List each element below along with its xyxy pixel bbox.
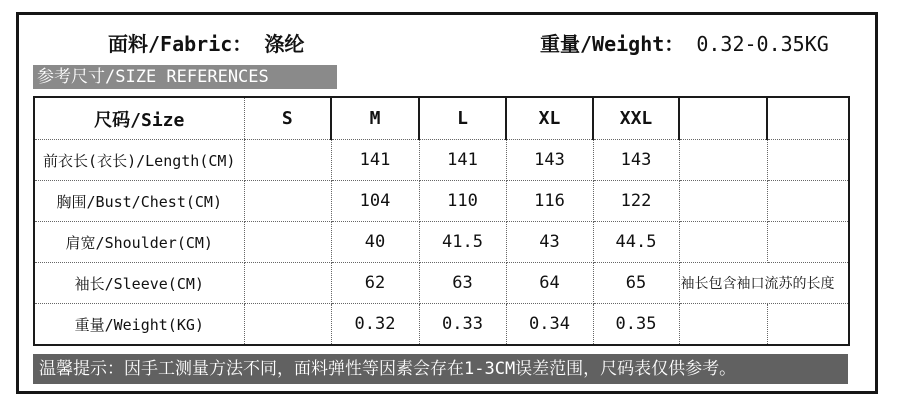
value-cell: 143 [593, 140, 679, 181]
value-cell: 122 [593, 181, 679, 222]
value-cell: 0.35 [593, 304, 679, 346]
table-row-weight [34, 304, 849, 346]
fabric-value: 涤纶 [264, 32, 305, 56]
row-label: 袖长/Sleeve(CM) [34, 263, 244, 304]
value-cell: 63 [419, 263, 506, 304]
value-cell: 64 [506, 263, 593, 304]
empty-cell [679, 222, 767, 263]
weight-value: 0.32-0.35KG [696, 32, 829, 56]
value-cell: 143 [506, 140, 593, 181]
table-row-length [34, 140, 849, 181]
value-cell: 0.34 [506, 304, 593, 346]
table-row-sleeve [34, 263, 849, 304]
value-cell: 116 [506, 181, 593, 222]
header-cell-m: M [331, 97, 419, 140]
value-cell [244, 263, 331, 304]
row-label: 重量/Weight(KG) [34, 304, 244, 346]
sleeve-note-cell: 袖长包含袖口流苏的长度 [679, 263, 849, 304]
empty-cell [679, 140, 767, 181]
table-row-bust [34, 181, 849, 222]
weight-label: 重量/Weight： [540, 32, 685, 56]
empty-cell [679, 304, 767, 346]
section-title-bar: 参考尺寸/SIZE REFERENCES [33, 65, 337, 89]
size-reference-table [33, 96, 850, 346]
value-cell: 110 [419, 181, 506, 222]
footer-note-bar: 温馨提示：因手工测量方法不同，面料弹性等因素会存在1-3CM误差范围，尺码表仅供参考。 [33, 354, 848, 384]
header-cell-s: S [244, 97, 331, 140]
header-cell-empty-2 [767, 97, 849, 140]
value-cell [244, 222, 331, 263]
empty-cell [767, 140, 849, 181]
row-label: 肩宽/Shoulder(CM) [34, 222, 244, 263]
header-cell-xxl: XXL [593, 97, 679, 140]
header-cell-size: 尺码/Size [34, 97, 244, 140]
value-cell: 65 [593, 263, 679, 304]
empty-cell [679, 181, 767, 222]
empty-cell [767, 181, 849, 222]
table-header-row [34, 97, 849, 140]
value-cell [244, 140, 331, 181]
header-cell-l: L [419, 97, 506, 140]
value-cell: 43 [506, 222, 593, 263]
value-cell: 44.5 [593, 222, 679, 263]
value-cell: 141 [331, 140, 419, 181]
value-cell: 62 [331, 263, 419, 304]
fabric-label: 面料/Fabric： [108, 32, 253, 56]
header-cell-empty-1 [679, 97, 767, 140]
value-cell: 0.33 [419, 304, 506, 346]
empty-cell [767, 304, 849, 346]
value-cell: 40 [331, 222, 419, 263]
value-cell: 41.5 [419, 222, 506, 263]
value-cell: 141 [419, 140, 506, 181]
weight-info [540, 31, 829, 57]
table-row-shoulder [34, 222, 849, 263]
empty-cell [767, 222, 849, 263]
value-cell [244, 181, 331, 222]
header-cell-xl: XL [506, 97, 593, 140]
value-cell: 0.32 [331, 304, 419, 346]
value-cell: 104 [331, 181, 419, 222]
value-cell [244, 304, 331, 346]
row-label: 胸围/Bust/Chest(CM) [34, 181, 244, 222]
row-label: 前衣长(衣长)/Length(CM) [34, 140, 244, 181]
fabric-info [108, 31, 304, 57]
